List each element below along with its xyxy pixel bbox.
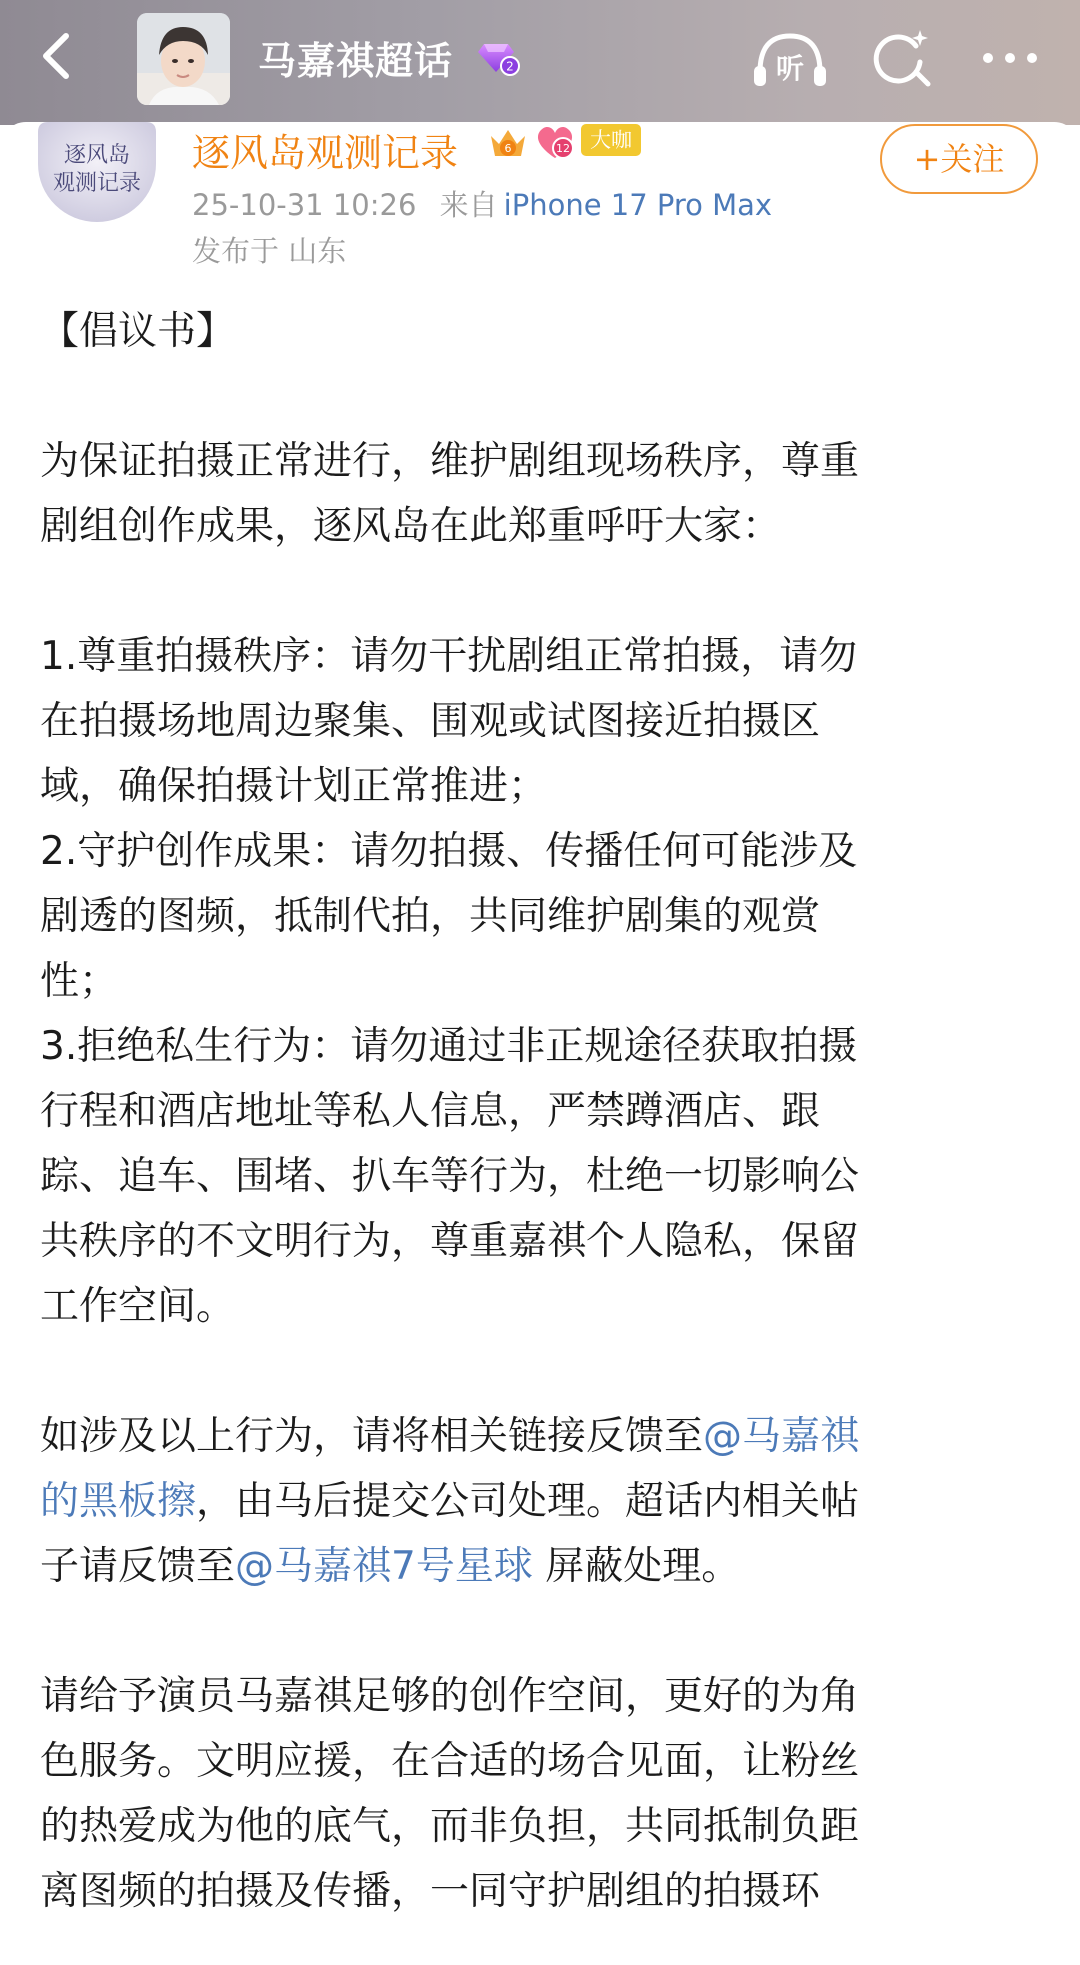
- device-link[interactable]: iPhone 17 Pro Max: [503, 188, 773, 222]
- heart-level-badge-icon: [533, 122, 577, 162]
- post-paragraph-line: 请给予演员马嘉祺足够的创作空间，更好的为角: [40, 1674, 860, 1719]
- post-paragraph-line: 性；: [40, 959, 119, 1004]
- svg-text:2: 2: [506, 59, 514, 74]
- svg-text:观测记录: 观测记录: [52, 171, 142, 196]
- report-text: 子请反馈至: [40, 1544, 236, 1589]
- post-paragraph-line: 的热爱成为他的底气，而非负担，共同抵制负距: [40, 1804, 860, 1849]
- post-paragraph-line: 3.拒绝私生行为：请勿通过非正规途径获取拍摄: [40, 1024, 858, 1069]
- more-dots-icon[interactable]: [978, 38, 1042, 78]
- post-paragraph-line: 共秩序的不文明行为，尊重嘉祺个人隐私，保留: [40, 1219, 860, 1264]
- post-paragraph-line: 2.守护创作成果：请勿拍摄、传播任何可能涉及: [40, 829, 858, 874]
- post-heading: 【倡议书】: [40, 309, 236, 354]
- post-meta: [192, 183, 772, 224]
- post-paragraph-line: 色服务。文明应援，在合适的场合见面，让粉丝: [40, 1739, 860, 1784]
- post-paragraph-line: [40, 1404, 1040, 1469]
- top-nav-bar: [0, 0, 1080, 125]
- post-paragraph-line: 离图频的拍摄及传播，一同守护剧组的拍摄环: [40, 1869, 821, 1914]
- author-name[interactable]: 逐风岛观测记录: [192, 131, 459, 175]
- post-paragraph-line: [40, 1534, 1040, 1599]
- topic-level-diamond-icon: [478, 40, 520, 76]
- topic-avatar[interactable]: [137, 13, 230, 105]
- svg-text:听: 听: [775, 52, 805, 85]
- post-paragraph-line: 1.尊重拍摄秩序：请勿干扰剧组正常拍摄，请勿: [40, 634, 858, 679]
- post-paragraph-line: [40, 1469, 1040, 1534]
- post-paragraph-line: 域，确保拍摄计划正常推进；: [40, 764, 548, 809]
- search-sparkle-icon[interactable]: [870, 26, 934, 90]
- mention-link-heibancha[interactable]: @马嘉祺: [703, 1414, 860, 1459]
- follow-button[interactable]: +关注: [880, 124, 1038, 194]
- back-arrow-icon[interactable]: [28, 26, 88, 86]
- report-text: 屏蔽处理。: [545, 1544, 741, 1589]
- report-text: ，由马后提交公司处理。超话内相关帖: [196, 1479, 860, 1524]
- mention-link-planet7[interactable]: @马嘉祺7号星球: [235, 1544, 533, 1589]
- post-paragraph-line: 剧透的图频，抵制代拍，共同维护剧集的观赏: [40, 894, 821, 939]
- vip-badge: 大咖: [581, 124, 641, 156]
- from-label: 来自: [439, 188, 498, 222]
- post-paragraph-line: 踪、追车、围堵、扒车等行为，杜绝一切影响公: [40, 1154, 860, 1199]
- post-paragraph-line: 行程和酒店地址等私人信息，严禁蹲酒店、跟: [40, 1089, 821, 1134]
- post-location: 发布于 山东: [192, 234, 347, 268]
- post-card: [0, 122, 1080, 1965]
- crown-badge-icon: [487, 122, 529, 162]
- report-text: 如涉及以上行为，请将相关链接反馈至: [40, 1414, 704, 1459]
- post-paragraph-line: 工作空间。: [40, 1284, 236, 1329]
- mention-link-heibancha-cont[interactable]: 的黑板擦: [40, 1479, 197, 1524]
- post-time: 25-10-31 10:26: [192, 188, 417, 222]
- post-paragraph-line: 为保证拍摄正常进行，维护剧组现场秩序，尊重: [40, 439, 860, 484]
- svg-text:6: 6: [504, 142, 512, 155]
- topic-title[interactable]: 马嘉祺超话: [258, 39, 454, 83]
- post-paragraph-line: 剧组创作成果，逐风岛在此郑重呼吁大家：: [40, 504, 782, 549]
- svg-text:逐风岛: 逐风岛: [63, 143, 131, 168]
- svg-text:12: 12: [556, 142, 570, 155]
- listen-icon[interactable]: [752, 28, 828, 90]
- post-body: [40, 299, 1040, 1924]
- post-paragraph-line: 在拍摄场地周边聚集、围观或试图接近拍摄区: [40, 699, 821, 744]
- author-avatar[interactable]: [38, 122, 156, 222]
